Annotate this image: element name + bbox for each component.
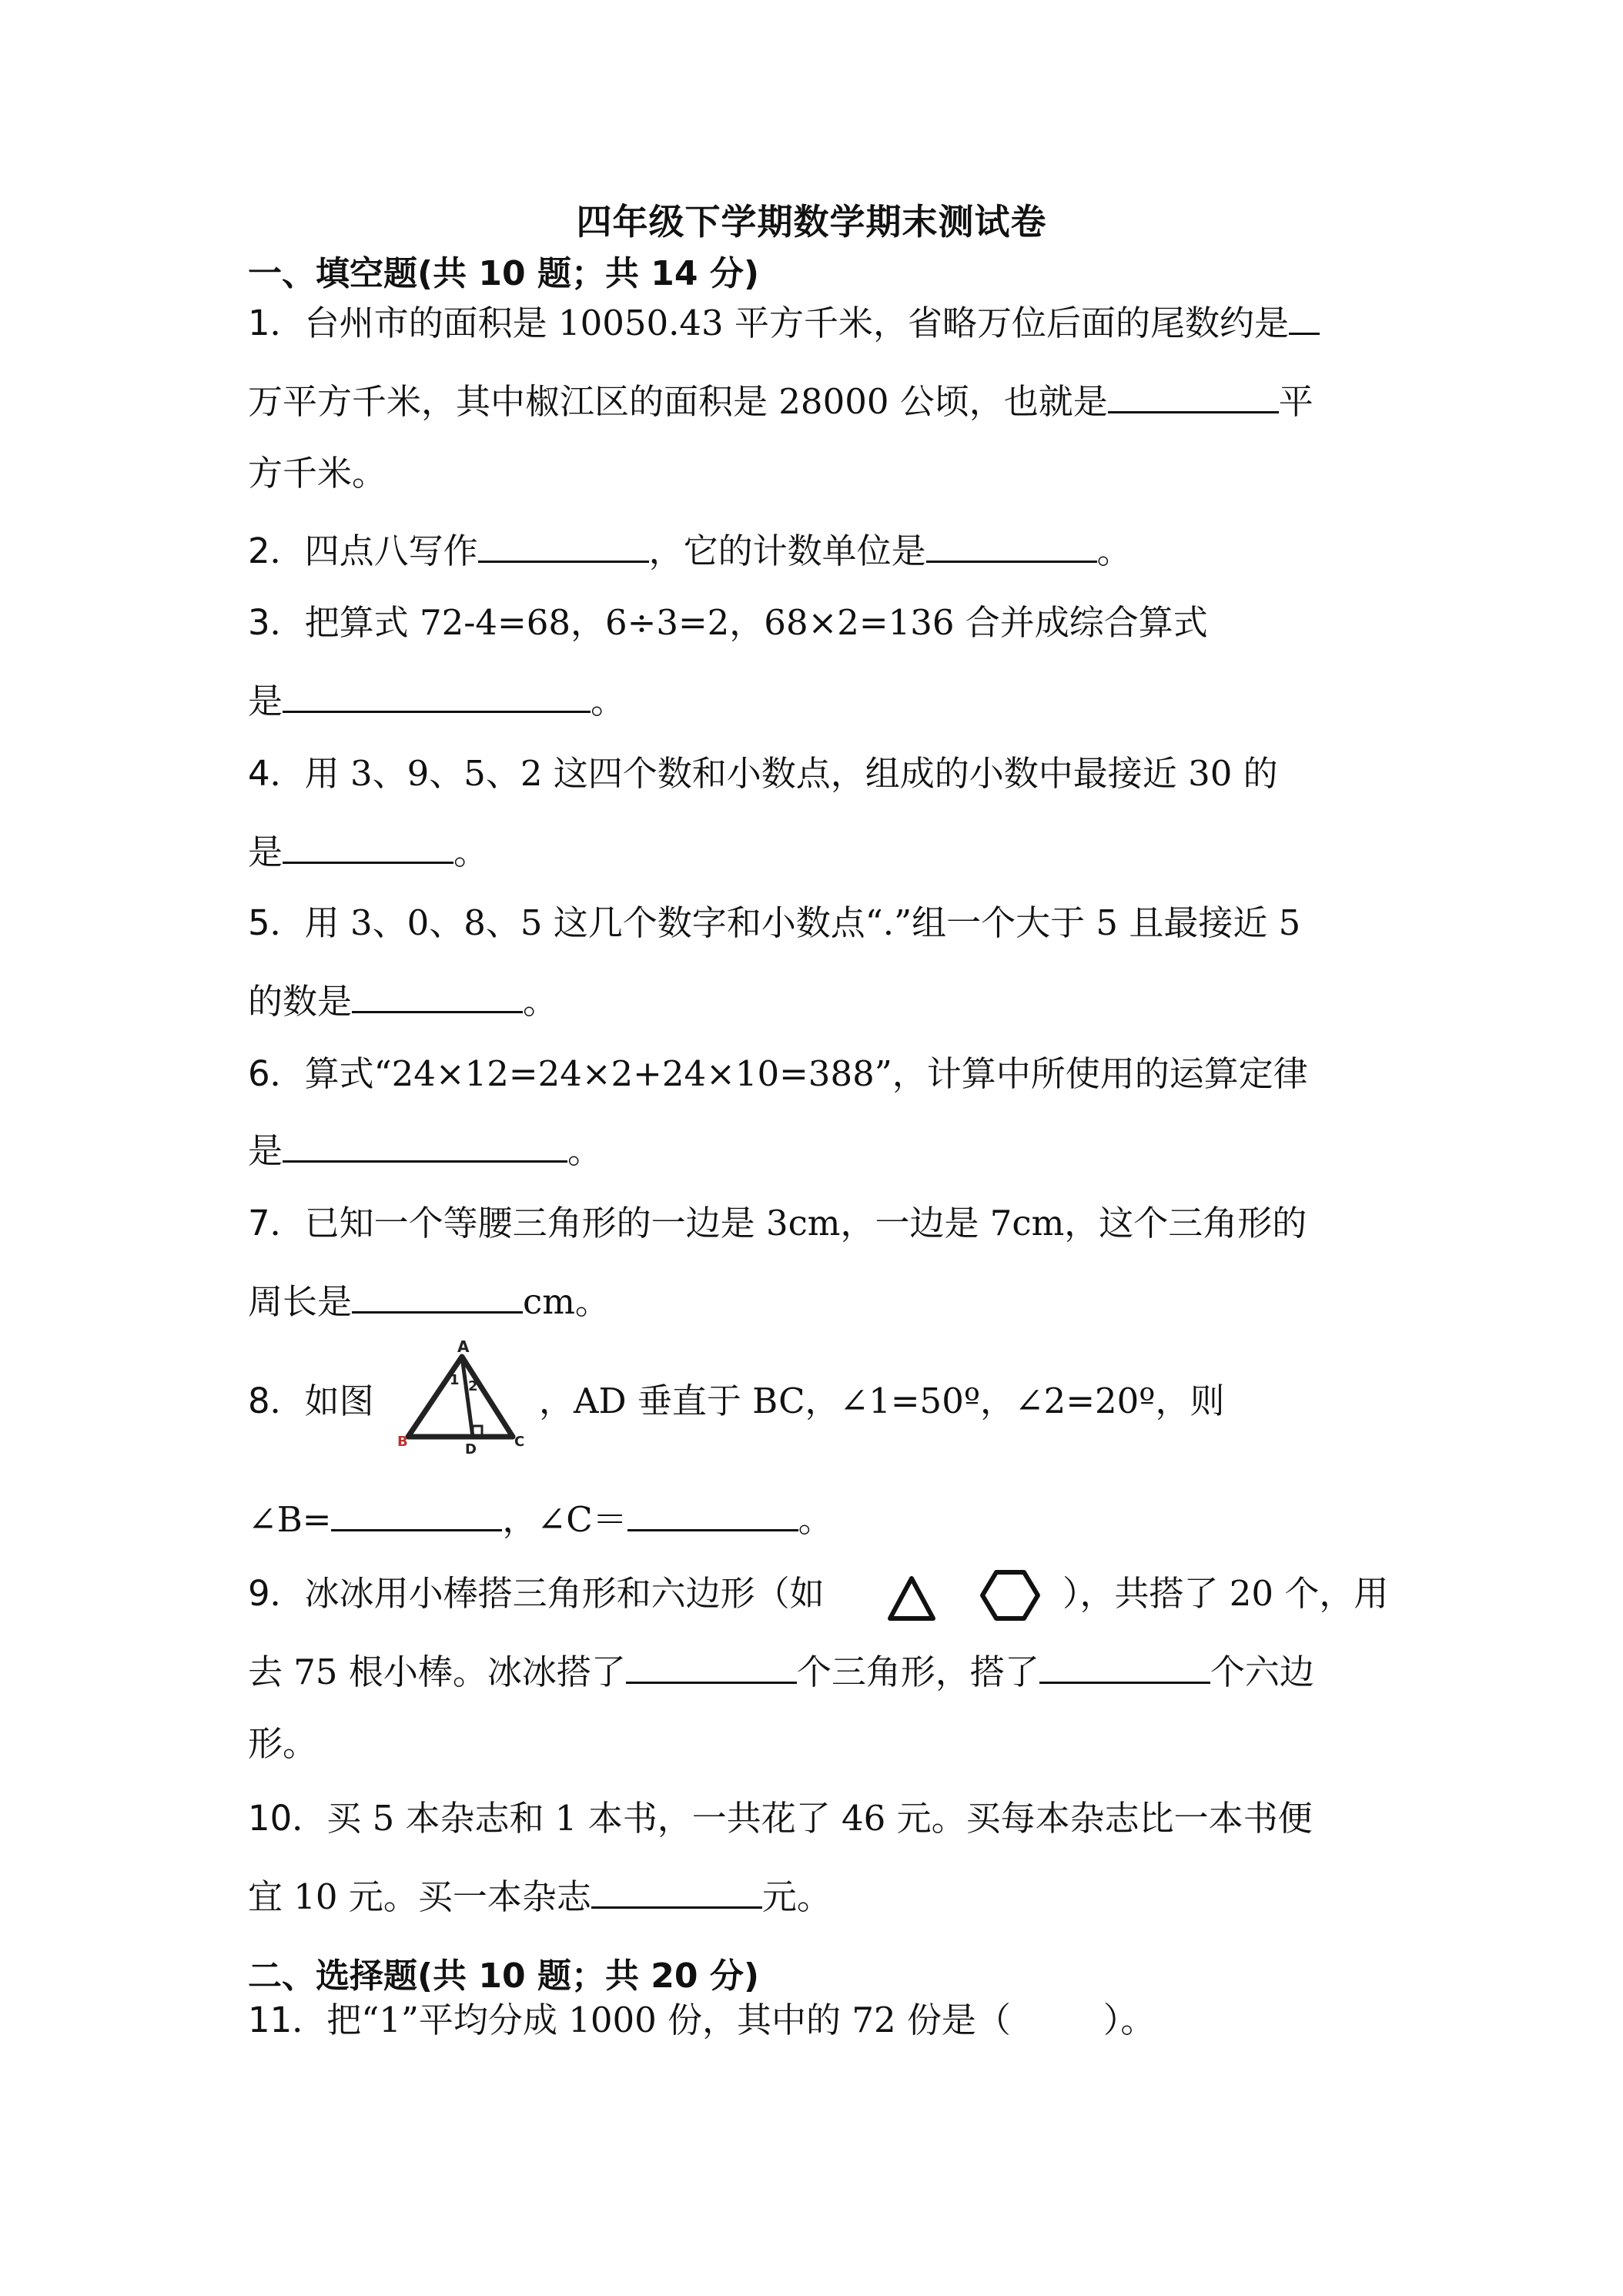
- q4-line1: [248, 751, 1278, 797]
- q6-text-1: 算式“24×12=24×2+24×10=388”，计算中所使用的运算定律: [304, 1053, 1308, 1094]
- q10-text-1: 买 5 本杂志和 1 本书，一共花了 46 元。买每本杂志比一本书便: [326, 1798, 1313, 1839]
- q8-line2: [248, 1494, 833, 1543]
- q6-line2: [248, 1125, 602, 1174]
- q3-number: 3．: [248, 602, 305, 643]
- q3-text-1: 把算式 72-4=68，6÷3=2，68×2=136 合并成综合算式: [304, 602, 1208, 643]
- q2-text-3: 。: [1096, 530, 1132, 571]
- q10-line1: [248, 1796, 1313, 1842]
- q3-blank-1[interactable]: [283, 675, 591, 713]
- q2-number: 2．: [248, 530, 305, 571]
- q4-number: 4．: [248, 753, 305, 794]
- q7-number: 7．: [248, 1203, 305, 1243]
- q8-text-4: ，∠C＝: [502, 1499, 627, 1540]
- q9-blank-1[interactable]: [626, 1646, 797, 1684]
- q9-line1: [248, 1571, 825, 1617]
- q7-text-1: 已知一个等腰三角形的一边是 3cm，一边是 7cm，这个三角形的: [304, 1203, 1307, 1243]
- q8-text-3: ∠B=: [248, 1499, 332, 1540]
- q6-text-2: 是: [248, 1130, 283, 1171]
- q11-line1: [248, 1997, 1155, 2043]
- q7-line2: [248, 1276, 610, 1325]
- q2-text-1: 四点八写作: [304, 530, 478, 571]
- q3-text-2: 是: [248, 681, 283, 721]
- q11-text-2: ）。: [1103, 2000, 1156, 2040]
- q8-text-5: 。: [798, 1499, 833, 1540]
- q4-line2: [248, 826, 488, 875]
- q4-blank-1[interactable]: [283, 826, 453, 864]
- label-d: D: [465, 1441, 477, 1455]
- q9-line2: [248, 1646, 1314, 1695]
- q8-line1: [248, 1378, 374, 1424]
- label-c: C: [514, 1434, 525, 1450]
- triangle-icon: [890, 1578, 933, 1618]
- q5-text-3: 。: [523, 981, 558, 1022]
- section-heading-multiple-choice: 二、选择题(共 10 题；共 20 分): [248, 1956, 759, 1996]
- q4-text-3: 。: [453, 832, 489, 872]
- q6-number: 6．: [248, 1053, 305, 1094]
- q2-blank-1[interactable]: [478, 525, 649, 563]
- q9-text-1: 冰冰用小棒搭三角形和六边形（如: [304, 1573, 825, 1614]
- q8-blank-1[interactable]: [331, 1494, 502, 1531]
- q4-text-1: 用 3、9、5、2 这四个数和小数点，组成的小数中最接近 30 的: [304, 753, 1278, 794]
- q5-number: 5．: [248, 902, 305, 943]
- label-b: B: [397, 1434, 408, 1450]
- q1-line3: 方千米。: [248, 453, 387, 494]
- q1-number: 1．: [248, 303, 305, 343]
- q10-blank-1[interactable]: [591, 1871, 762, 1909]
- triangle-abc-outline: [408, 1357, 513, 1437]
- q8-blank-2[interactable]: [627, 1494, 798, 1531]
- q5-text-1: 用 3、0、8、5 这几个数字和小数点“.”组一个大于 5 且最接近 5: [304, 902, 1301, 943]
- q7-line1: [248, 1200, 1307, 1247]
- q7-text-3: cm。: [523, 1281, 610, 1322]
- q10-number: 10．: [248, 1798, 327, 1839]
- q10-text-2: 宜 10 元。买一本杂志: [248, 1876, 591, 1917]
- triangle-hexagon-figure: [884, 1568, 1069, 1629]
- q1-blank-1[interactable]: [1289, 297, 1320, 335]
- q9-line1-rest: ），共搭了 20 个，用: [1062, 1573, 1389, 1614]
- label-angle-1: 1: [450, 1372, 460, 1388]
- q1-text-3: 平: [1278, 381, 1313, 422]
- q4-text-2: 是: [248, 832, 283, 872]
- q9-blank-2[interactable]: [1039, 1646, 1210, 1684]
- q11-number: 11．: [248, 2000, 327, 2040]
- q6-text-3: 。: [567, 1130, 603, 1171]
- q5-text-2: 的数是: [248, 981, 353, 1022]
- q8-text-1: 如图: [304, 1381, 374, 1421]
- q5-blank-1[interactable]: [352, 976, 523, 1013]
- hexagon-icon: [982, 1572, 1038, 1618]
- label-angle-2: 2: [468, 1378, 478, 1394]
- q9-line3: 形。: [248, 1723, 318, 1764]
- q1-line2: [248, 376, 1313, 425]
- q11-text-1: 把“1”平均分成 1000 份，其中的 72 份是（: [326, 2000, 1011, 2040]
- triangle-abc-figure: [397, 1340, 528, 1455]
- page-title: 四年级下学期数学期末测试卷: [576, 201, 1047, 243]
- q5-line1: [248, 900, 1300, 946]
- q5-line2: [248, 976, 557, 1025]
- q1-blank-2[interactable]: [1108, 376, 1279, 413]
- q6-line1: [248, 1051, 1308, 1097]
- q9-text-4: 个六边: [1210, 1652, 1314, 1692]
- q7-text-2: 周长是: [248, 1281, 353, 1322]
- label-a: A: [457, 1340, 470, 1356]
- q1-text-1: 台州市的面积是 10050.43 平方千米，省略万位后面的尾数约是: [304, 303, 1289, 343]
- q6-blank-1[interactable]: [283, 1125, 567, 1163]
- q8-line1-rest: ，AD 垂直于 BC，∠1=50º，∠2=20º，则: [539, 1381, 1225, 1421]
- section-heading-fill-in: 一、填空题(共 10 题；共 14 分): [248, 254, 759, 293]
- q2-text-2: ，它的计数单位是: [648, 530, 926, 571]
- q8-number: 8．: [248, 1381, 305, 1421]
- q3-line2: [248, 675, 625, 725]
- q9-text-2: 去 75 根小棒。冰冰搭了: [248, 1652, 626, 1692]
- q1-line1: [248, 297, 1320, 346]
- q3-text-3: 。: [591, 681, 626, 721]
- q1-text-2: 万平方千米，其中椒江区的面积是 28000 公顷，也就是: [248, 381, 1108, 422]
- q7-blank-1[interactable]: [352, 1276, 523, 1314]
- q9-number: 9．: [248, 1573, 305, 1614]
- q3-line1: [248, 600, 1208, 646]
- q10-line2: [248, 1871, 832, 1920]
- q2-blank-2[interactable]: [926, 525, 1097, 563]
- q2-line1: [248, 525, 1132, 574]
- q10-text-3: 元。: [761, 1876, 832, 1917]
- q9-text-3: 个三角形，搭了: [796, 1652, 1039, 1692]
